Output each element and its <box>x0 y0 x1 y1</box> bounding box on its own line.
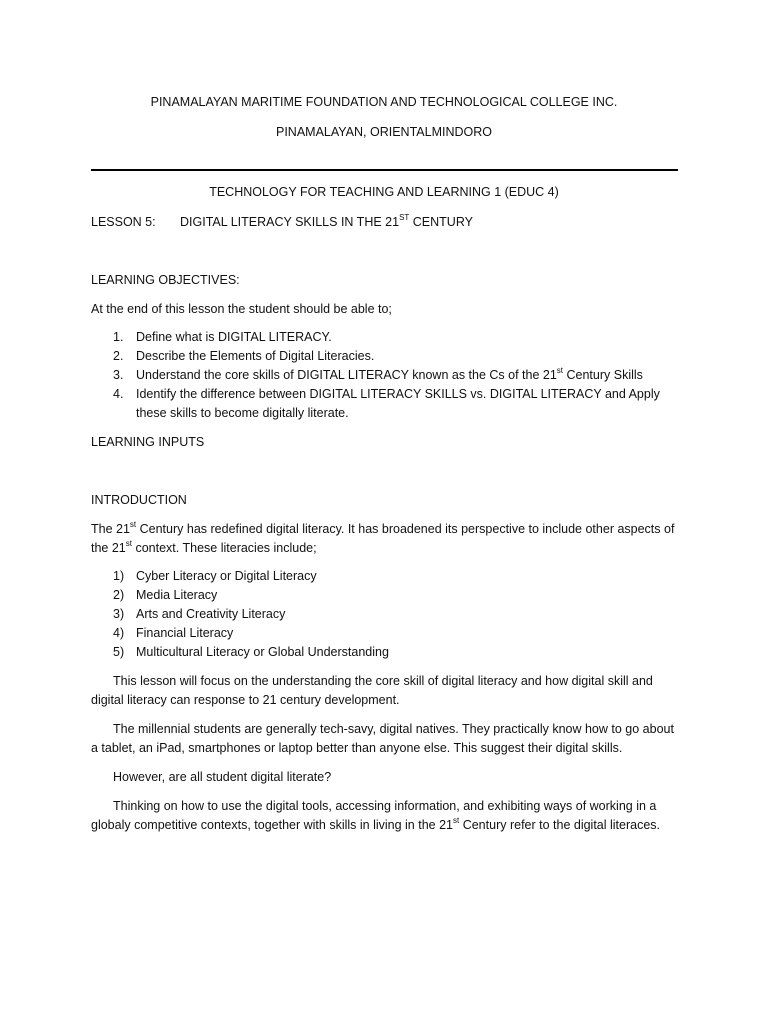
intro-paragraph-3: The millennial students are generally tech-savy, digital natives. They practically know how to go about a tablet, an iPad, smartphones or laptop better than anyone else. This suggest their digital skills. <box>91 722 674 755</box>
text-part: context. These literacies include; <box>132 541 317 555</box>
list-number: 3. <box>113 368 124 382</box>
list-item <box>91 385 681 423</box>
list-text: Describe the Elements of Digital Literacies. <box>136 349 375 363</box>
literacies-list <box>91 567 681 662</box>
lesson-title <box>180 212 473 229</box>
list-text: Multicultural Literacy or Global Understanding <box>136 645 389 659</box>
course-title: TECHNOLOGY FOR TEACHING AND LEARNING 1 (EDUC 4) <box>209 185 559 199</box>
list-text-sup: st <box>556 365 564 375</box>
lesson-line <box>91 213 681 232</box>
list-text <box>136 365 643 382</box>
list-text-part: Understand the core skills of DIGITAL LITERACY known as the Cs of the 21 <box>136 368 557 382</box>
list-text: Identify the difference between DIGITAL LITERACY SKILLS vs. DIGITAL LITERACY and Apply these skills to become digitally literate. <box>136 387 660 420</box>
list-text: Cyber Literacy or Digital Literacy <box>136 569 317 583</box>
list-item <box>91 328 681 347</box>
text-sup: st <box>125 538 132 548</box>
list-number: 2. <box>113 349 124 363</box>
lesson-title-suffix: CENTURY <box>409 215 473 229</box>
list-number: 4) <box>113 626 125 640</box>
list-text: Arts and Creativity Literacy <box>136 607 286 621</box>
list-number: 3) <box>113 607 125 621</box>
institution-location: PINAMALAYAN, ORIENTALMINDORO <box>275 125 492 139</box>
list-number: 5) <box>113 645 125 659</box>
text-part: Thinking on how to use the digital tools, accessing information, and exhibiting ways of working in a globaly competitive contexts, together with skills in living in the 21 <box>91 799 657 832</box>
inputs-heading: LEARNING INPUTS <box>91 435 205 449</box>
intro-paragraph-2: This lesson will focus on the understanding the core skill of digital literacy and how digital skill and digital literacy can response to 21 century development. <box>91 674 653 707</box>
list-item <box>91 586 681 605</box>
intro-paragraph-1 <box>91 520 681 558</box>
lesson-title-text: DIGITAL LITERACY SKILLS IN THE 21 <box>180 215 400 229</box>
institution-name: PINAMALAYAN MARITIME FOUNDATION AND TECHNOLOGICAL COLLEGE INC. <box>150 95 618 109</box>
list-number: 1. <box>113 330 124 344</box>
text-part: Century has redefined digital literacy. It has broadened its perspective to include other aspects of the 21 <box>91 522 675 555</box>
list-text: Define what is DIGITAL LITERACY. <box>136 330 332 344</box>
list-item <box>91 567 681 586</box>
text-part: Century refer to the digital literaces. <box>459 818 661 832</box>
list-item <box>91 624 681 643</box>
lesson-label: LESSON 5: <box>91 215 156 229</box>
list-item <box>91 347 681 366</box>
objectives-list <box>91 328 681 423</box>
text-sup: st <box>453 815 460 825</box>
lesson-title-sup: ST <box>399 212 410 222</box>
list-number: 4. <box>113 387 124 401</box>
list-item <box>91 605 681 624</box>
objectives-heading: LEARNING OBJECTIVES: <box>91 273 240 287</box>
list-number: 1) <box>113 569 125 583</box>
list-text: Financial Literacy <box>136 626 234 640</box>
list-item <box>91 643 681 662</box>
list-text: Media Literacy <box>136 588 218 602</box>
text-sup: st <box>129 519 137 529</box>
list-text-part: Century Skills <box>563 368 643 382</box>
objectives-intro: At the end of this lesson the student should be able to; <box>91 302 392 316</box>
introduction-heading: INTRODUCTION <box>91 493 187 507</box>
intro-paragraph-5 <box>91 797 681 835</box>
list-number: 2) <box>113 588 125 602</box>
header-divider <box>91 169 678 171</box>
intro-paragraph-4: However, are all student digital literate? <box>113 770 332 784</box>
text-part: The 21 <box>91 522 130 536</box>
list-item <box>91 366 681 385</box>
